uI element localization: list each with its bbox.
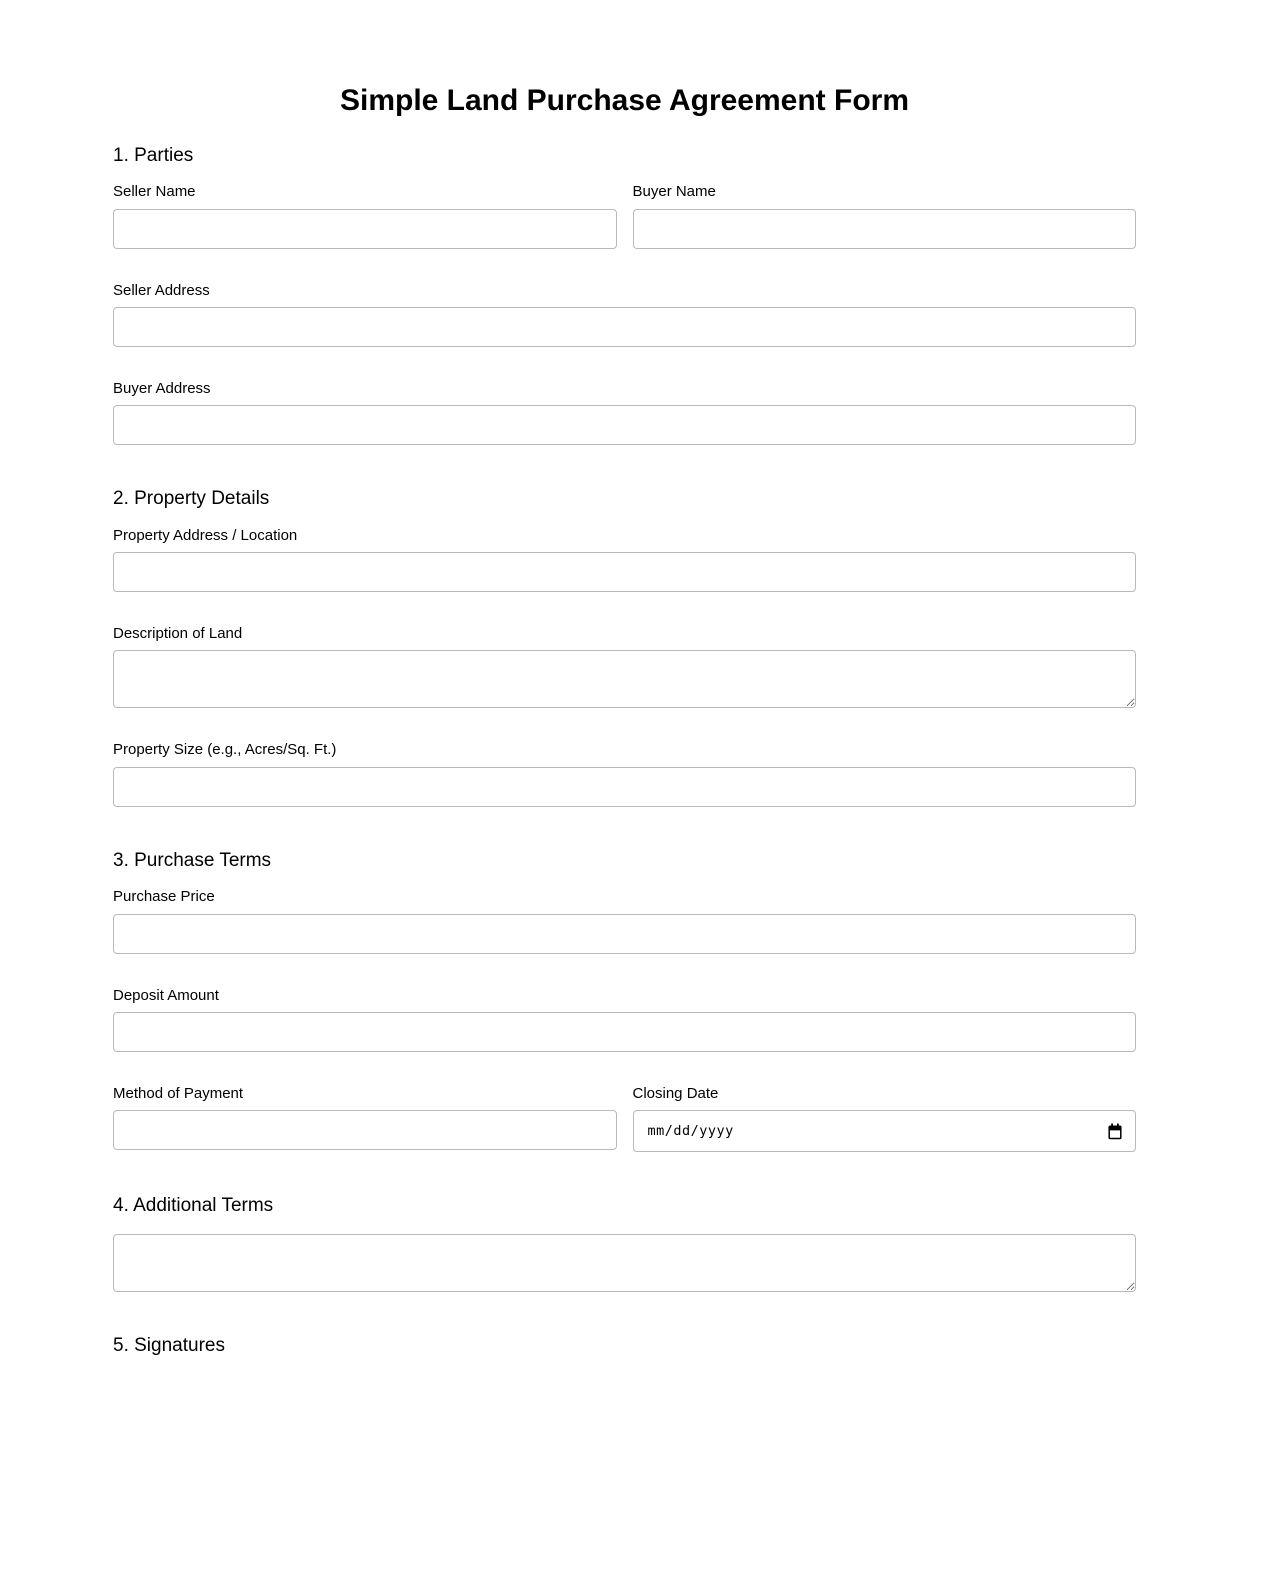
- closing-date-label: Closing Date: [632, 1084, 719, 1102]
- seller-address-input[interactable]: [113, 307, 1136, 347]
- deposit-amount-input[interactable]: [113, 1012, 1136, 1052]
- field-property-address: [113, 527, 1136, 592]
- date-placeholder-text: mm/dd/yyyy: [647, 1123, 734, 1140]
- field-property-size: [113, 741, 1136, 806]
- section-heading-purchase-terms: 3. Purchase Terms: [113, 849, 272, 871]
- section-heading-signatures: 5. Signatures: [113, 1334, 225, 1356]
- seller-name-label: Seller Name: [113, 183, 196, 201]
- row-payment-closing: [113, 1085, 1136, 1152]
- section-additional-terms: [113, 1195, 1136, 1325]
- field-seller-name: [113, 183, 617, 248]
- buyer-name-label: Buyer Name: [632, 183, 716, 201]
- row-names: [113, 183, 1136, 248]
- section-heading-additional-terms: 4. Additional Terms: [113, 1195, 274, 1217]
- calendar-icon[interactable]: [1107, 1123, 1123, 1140]
- field-purchase-price: [113, 888, 1136, 953]
- section-heading-parties: 1. Parties: [113, 144, 194, 166]
- purchase-price-label: Purchase Price: [113, 888, 215, 906]
- property-address-label: Property Address / Location: [113, 526, 298, 544]
- seller-address-label: Seller Address: [113, 281, 210, 299]
- field-closing-date: [633, 1085, 1137, 1152]
- method-of-payment-input[interactable]: [113, 1110, 617, 1150]
- buyer-address-label: Buyer Address: [113, 379, 211, 397]
- field-seller-address: [113, 282, 1136, 347]
- section-purchase-terms: [113, 850, 1136, 1186]
- property-address-input[interactable]: [113, 552, 1136, 592]
- property-size-label: Property Size (e.g., Acres/Sq. Ft.): [113, 741, 337, 759]
- field-additional-terms: [113, 1234, 1136, 1292]
- description-of-land-label: Description of Land: [113, 625, 243, 643]
- field-description-of-land: [113, 625, 1136, 708]
- seller-name-input[interactable]: [113, 209, 617, 249]
- deposit-amount-label: Deposit Amount: [113, 986, 219, 1004]
- description-of-land-textarea[interactable]: [113, 650, 1136, 708]
- field-deposit-amount: [113, 987, 1136, 1052]
- field-buyer-address: [113, 380, 1136, 445]
- property-size-input[interactable]: [113, 767, 1136, 807]
- field-method-of-payment: [113, 1085, 617, 1152]
- closing-date-input[interactable]: [633, 1110, 1137, 1152]
- section-parties: [113, 145, 1136, 479]
- section-heading-property-details: 2. Property Details: [113, 488, 270, 510]
- field-buyer-name: [633, 183, 1137, 248]
- purchase-price-input[interactable]: [113, 914, 1136, 954]
- additional-terms-textarea[interactable]: [113, 1234, 1136, 1292]
- section-signatures: [113, 1335, 1136, 1374]
- page-title: Simple Land Purchase Agreement Form: [339, 84, 910, 117]
- buyer-name-input[interactable]: [633, 209, 1137, 249]
- method-of-payment-label: Method of Payment: [113, 1084, 244, 1102]
- buyer-address-input[interactable]: [113, 405, 1136, 445]
- section-property-details: [113, 488, 1136, 840]
- land-purchase-form: [113, 0, 1136, 1374]
